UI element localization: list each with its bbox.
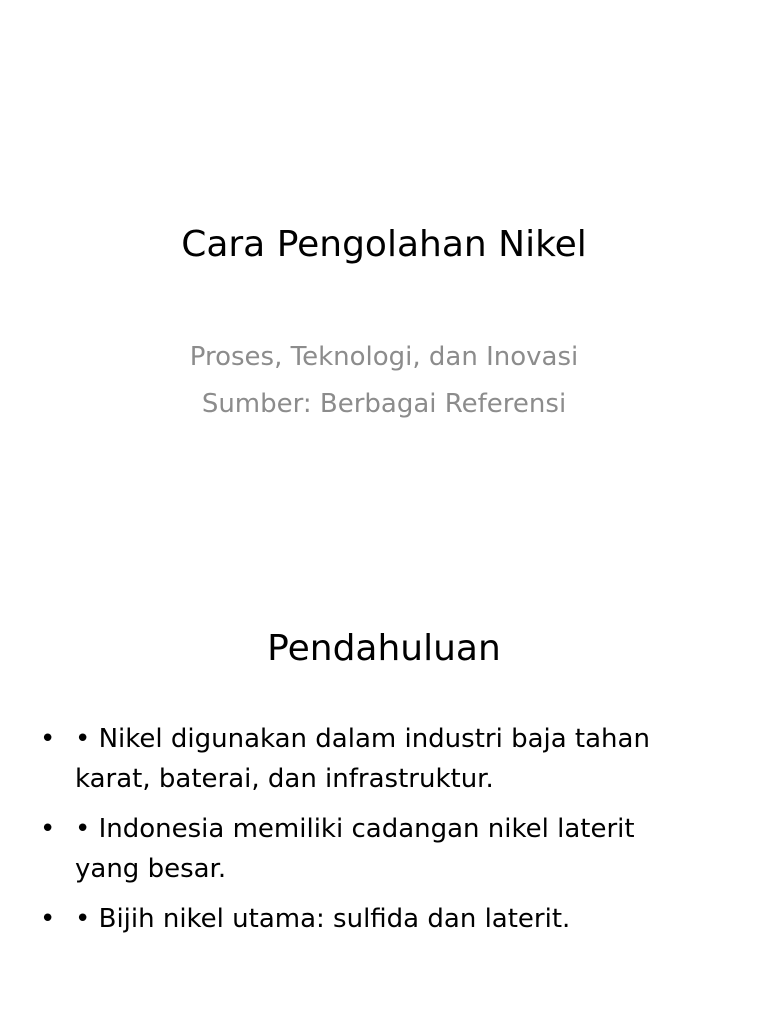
bullet-item <box>40 719 700 799</box>
bullet-text: • Indonesia memiliki cadangan nikel laterit yang besar. <box>75 814 635 884</box>
content-slide <box>0 512 768 1024</box>
bullet-icon: • <box>40 904 56 934</box>
slide-title: Cara Pengolahan Nikel <box>181 224 587 265</box>
bullet-list <box>40 719 700 949</box>
slide-subtitle <box>0 334 768 428</box>
bullet-item <box>40 809 700 889</box>
bullet-icon: • <box>40 814 56 844</box>
bullet-text: • Bijih nikel utama: sulfida dan laterit. <box>75 904 571 934</box>
section-title: Pendahuluan <box>267 628 501 669</box>
subtitle-line: Sumber: Berbagai Referensi <box>201 389 567 419</box>
bullet-icon: • <box>40 724 56 754</box>
subtitle-line: Proses, Teknologi, dan Inovasi <box>189 342 579 372</box>
bullet-text: • Nikel digunakan dalam industri baja tahan karat, baterai, dan infrastruktur. <box>75 724 650 794</box>
bullet-item <box>40 899 700 939</box>
